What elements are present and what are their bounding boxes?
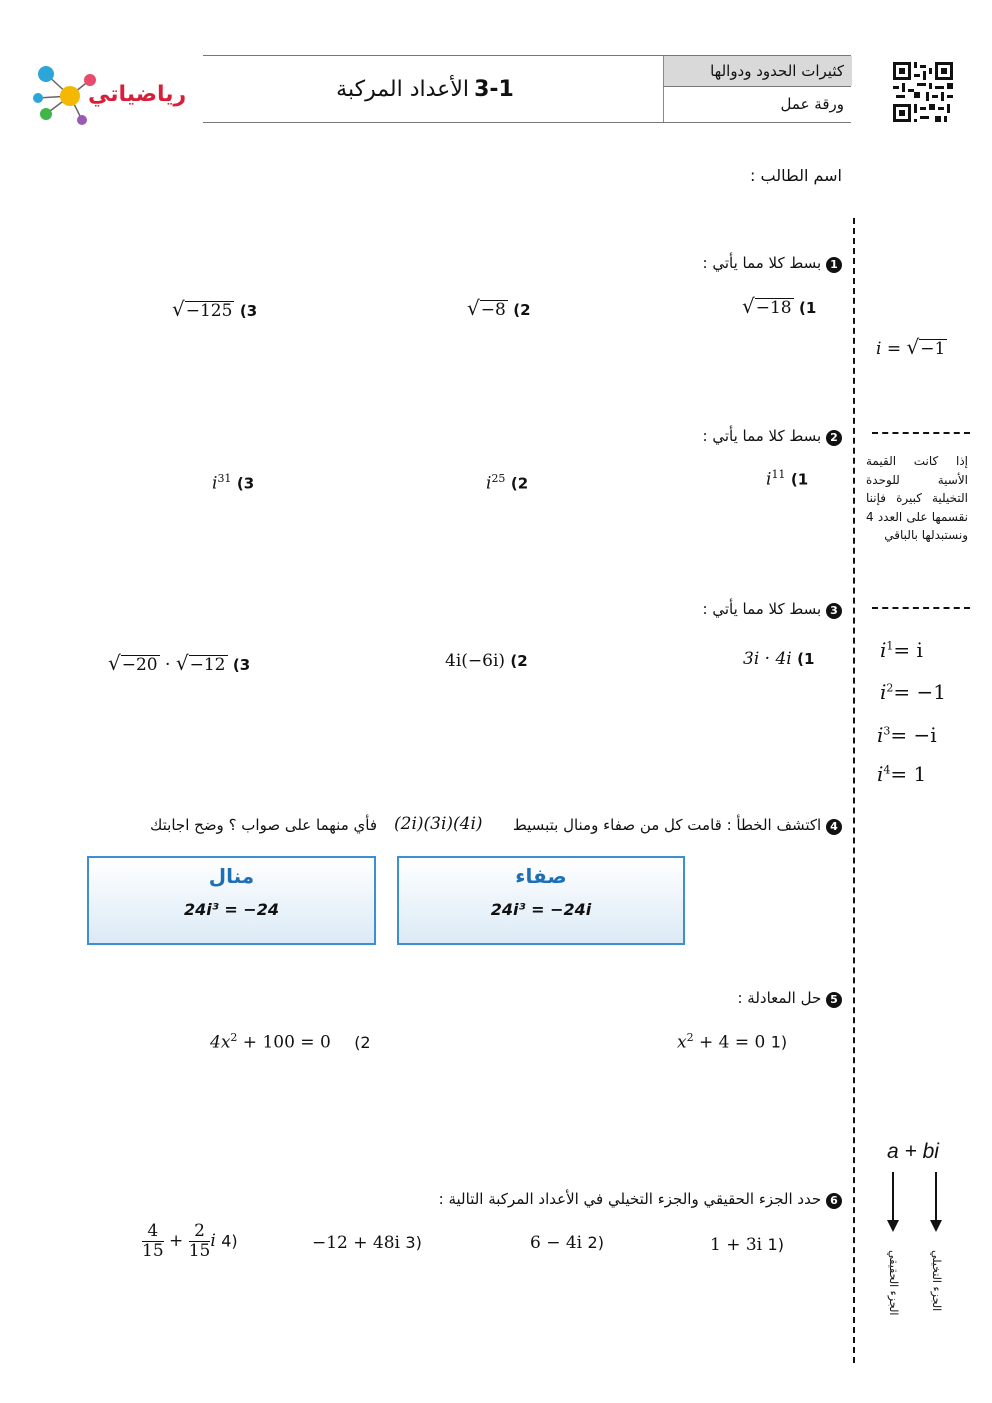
q4-prompt-text: اكتشف الخطأ : قامت كل من صفاء ومنال بتبسيط xyxy=(512,816,822,834)
q2-prompt xyxy=(703,427,843,446)
q3-item-3-number: (3 xyxy=(232,656,251,674)
q1-prompt-text: بسط كلا مما يأتي : xyxy=(702,254,822,272)
manal-work: 24i³ = −24 xyxy=(184,900,279,919)
q3-item-1-number: (1 xyxy=(797,650,815,668)
power-i2-val: = −1 xyxy=(893,680,947,704)
q6-prompt-text: حدد الجزء الحقيقي والجزء التخيلي في الأعداد المركبة التالية : xyxy=(438,1190,822,1208)
q3-prompt xyxy=(703,600,843,619)
q3-item-2 xyxy=(445,651,528,671)
q5-item-1-var: x xyxy=(677,1032,687,1053)
q6-bullet: 6 xyxy=(826,1193,842,1209)
q1-item-2-radicand: −8 xyxy=(480,300,506,320)
power-i1-val: = i xyxy=(893,638,923,662)
frac-2-numerator: 2 xyxy=(189,1222,211,1242)
manal-name: منال xyxy=(208,864,255,888)
q3-item-2-expr: 4i(−6i) xyxy=(445,651,506,671)
power-i2-base: i xyxy=(880,680,887,704)
frac-1-numerator: 4 xyxy=(142,1222,164,1242)
header-type-cell xyxy=(663,86,852,122)
q6-item-4-plus: + xyxy=(169,1231,184,1252)
power-i1-base: i xyxy=(880,638,887,662)
power-i4 xyxy=(877,762,926,786)
frac-1-denominator: 15 xyxy=(142,1240,164,1261)
q5-prompt-text: حل المعادلة : xyxy=(737,989,822,1007)
q6-item-1-expr: 1 + 3i xyxy=(710,1235,763,1255)
q2-item-3-number: (3 xyxy=(236,474,255,493)
q2-item-2-base: i xyxy=(486,473,492,494)
logo-text: رياضياتي xyxy=(88,82,187,107)
q5-bullet: 5 xyxy=(826,992,842,1008)
sidebar-note: إذا كانت القيمة الأسية للوحدة التخيلية كبيرة فإننا نقسمها على العدد 4 ونستبدلها بالباقي xyxy=(866,454,968,543)
q1-item-1-radicand: −18 xyxy=(755,298,792,318)
i-def-radicand: −1 xyxy=(920,339,946,359)
q3-item-3: √−20 · √−12 (3 xyxy=(108,651,251,675)
q6-item-2-number: 2) xyxy=(587,1233,604,1252)
power-i4-base: i xyxy=(877,762,884,786)
q6-item-4-frac-1 xyxy=(142,1222,164,1260)
q5-item-1-number: 1) xyxy=(770,1032,788,1052)
manal-work-box xyxy=(87,856,376,945)
q1-item-3-radicand: −125 xyxy=(185,301,233,321)
page-title xyxy=(260,77,590,102)
q3-item-2-number: (2 xyxy=(510,652,528,670)
student-name-label: اسم الطالب : xyxy=(750,166,842,185)
q6-prompt xyxy=(439,1190,842,1209)
safaa-name: صفاء xyxy=(515,864,567,888)
q3-item-3-dot: · xyxy=(165,655,171,675)
header-top-rule xyxy=(203,55,851,56)
title-text: الأعداد المركبة xyxy=(336,77,469,102)
q2-item-1-exp: 11 xyxy=(771,468,786,481)
q5-item-1-rest: + 4 = 0 xyxy=(693,1032,766,1053)
q2-item-1-base: i xyxy=(766,469,772,490)
q2-item-3 xyxy=(212,472,254,494)
q3-bullet: 3 xyxy=(826,603,842,619)
q4-expression: (2i)(3i)(4i) xyxy=(394,814,483,834)
title-number: 3-1 xyxy=(474,77,514,102)
q3-item-1 xyxy=(743,649,814,669)
q6-item-1 xyxy=(710,1235,784,1255)
q1-item-2: √−8 (2 xyxy=(467,296,531,320)
q6-item-3-number: 3) xyxy=(405,1233,422,1252)
power-i3-val: = −i xyxy=(890,723,937,747)
q4-prompt-2: فأي منهما على صواب ؟ وضح اجابتك xyxy=(150,816,377,834)
power-i3-base: i xyxy=(877,723,884,747)
safaa-work-box xyxy=(397,856,685,945)
q5-item-1-exp: 2 xyxy=(686,1031,694,1044)
power-i2-exp: 2 xyxy=(886,681,894,695)
q2-bullet: 2 xyxy=(826,430,842,446)
power-i4-exp: 4 xyxy=(883,763,891,777)
i-def-lhs: i = xyxy=(876,339,902,359)
q3-item-1-expr: 3i · 4i xyxy=(743,649,792,669)
frac-2-denominator: 15 xyxy=(188,1240,211,1261)
qr-code xyxy=(893,62,953,122)
q6-item-4-number: 4) xyxy=(221,1231,238,1251)
q1-prompt xyxy=(703,254,843,273)
power-i2 xyxy=(880,680,946,704)
power-i1 xyxy=(880,638,923,662)
q2-item-2-exp: 25 xyxy=(491,472,506,485)
q4-prompt xyxy=(513,816,842,835)
q6-item-4-frac-2 xyxy=(189,1222,211,1260)
complex-form: a + bi xyxy=(887,1140,939,1163)
q3-item-3-radicand-2: −12 xyxy=(189,655,226,675)
real-part-arrow xyxy=(885,1172,901,1234)
q2-item-2 xyxy=(486,472,528,494)
q6-item-3-expr: −12 + 48i xyxy=(312,1233,400,1253)
q6-item-2 xyxy=(530,1233,604,1253)
logo xyxy=(28,58,187,130)
sheet-type: ورقة عمل xyxy=(780,95,844,113)
power-i3-exp: 3 xyxy=(883,724,891,738)
sidebar-rule-2 xyxy=(872,607,970,609)
chapter-title: كثيرات الحدود ودوالها xyxy=(710,62,844,80)
power-i1-exp: 1 xyxy=(886,639,894,653)
imag-part-label: الجزء التخيلي xyxy=(930,1250,943,1312)
q1-item-2-number: (2 xyxy=(513,301,531,319)
q1-item-3-number: (3 xyxy=(239,302,258,320)
q1-item-1-number: (1 xyxy=(799,299,817,317)
q5-item-2 xyxy=(210,1031,371,1053)
q5-item-1 xyxy=(677,1031,787,1053)
q6-item-2-expr: 6 − 4i xyxy=(530,1233,583,1253)
sidebar-rule-1 xyxy=(872,432,970,434)
q2-item-3-base: i xyxy=(212,473,218,494)
q5-item-2-var: 4x xyxy=(210,1032,231,1053)
sidebar-i-definition: i = √−1 xyxy=(876,335,946,359)
q1-item-1: √−18 (1 xyxy=(742,294,817,318)
q3-item-3-radicand-1: −20 xyxy=(121,655,158,675)
q2-item-2-number: (2 xyxy=(510,474,529,493)
power-i4-val: = 1 xyxy=(890,762,927,786)
q4-bullet: 4 xyxy=(826,819,842,835)
header-chapter-cell xyxy=(663,56,852,86)
q6-item-1-number: 1) xyxy=(767,1235,784,1254)
q2-item-1-number: (1 xyxy=(790,470,809,489)
header-mid-rule xyxy=(663,86,851,87)
q5-prompt xyxy=(737,989,842,1008)
q1-bullet: 1 xyxy=(826,257,842,273)
q3-prompt-text: بسط كلا مما يأتي : xyxy=(702,600,822,618)
real-part-label: الجزء الحقيقي xyxy=(887,1250,900,1316)
q1-item-3: √−125 (3 xyxy=(172,297,258,321)
header-bottom-rule xyxy=(203,122,851,123)
q6-item-4 xyxy=(142,1222,238,1260)
q5-item-2-rest: + 100 = 0 xyxy=(237,1032,331,1053)
power-i3 xyxy=(877,723,937,747)
q5-item-2-exp: 2 xyxy=(230,1031,238,1044)
q6-item-4-imag-unit: i xyxy=(210,1231,216,1252)
q2-item-1 xyxy=(766,468,808,490)
safaa-work: 24i³ = −24i xyxy=(490,900,592,919)
q5-item-2-number: (2 xyxy=(354,1032,371,1052)
q2-item-3-exp: 31 xyxy=(217,472,232,485)
q2-prompt-text: بسط كلا مما يأتي : xyxy=(702,427,822,445)
sidebar-divider xyxy=(853,218,855,1363)
q6-item-3 xyxy=(312,1233,422,1253)
imag-part-arrow xyxy=(928,1172,944,1234)
